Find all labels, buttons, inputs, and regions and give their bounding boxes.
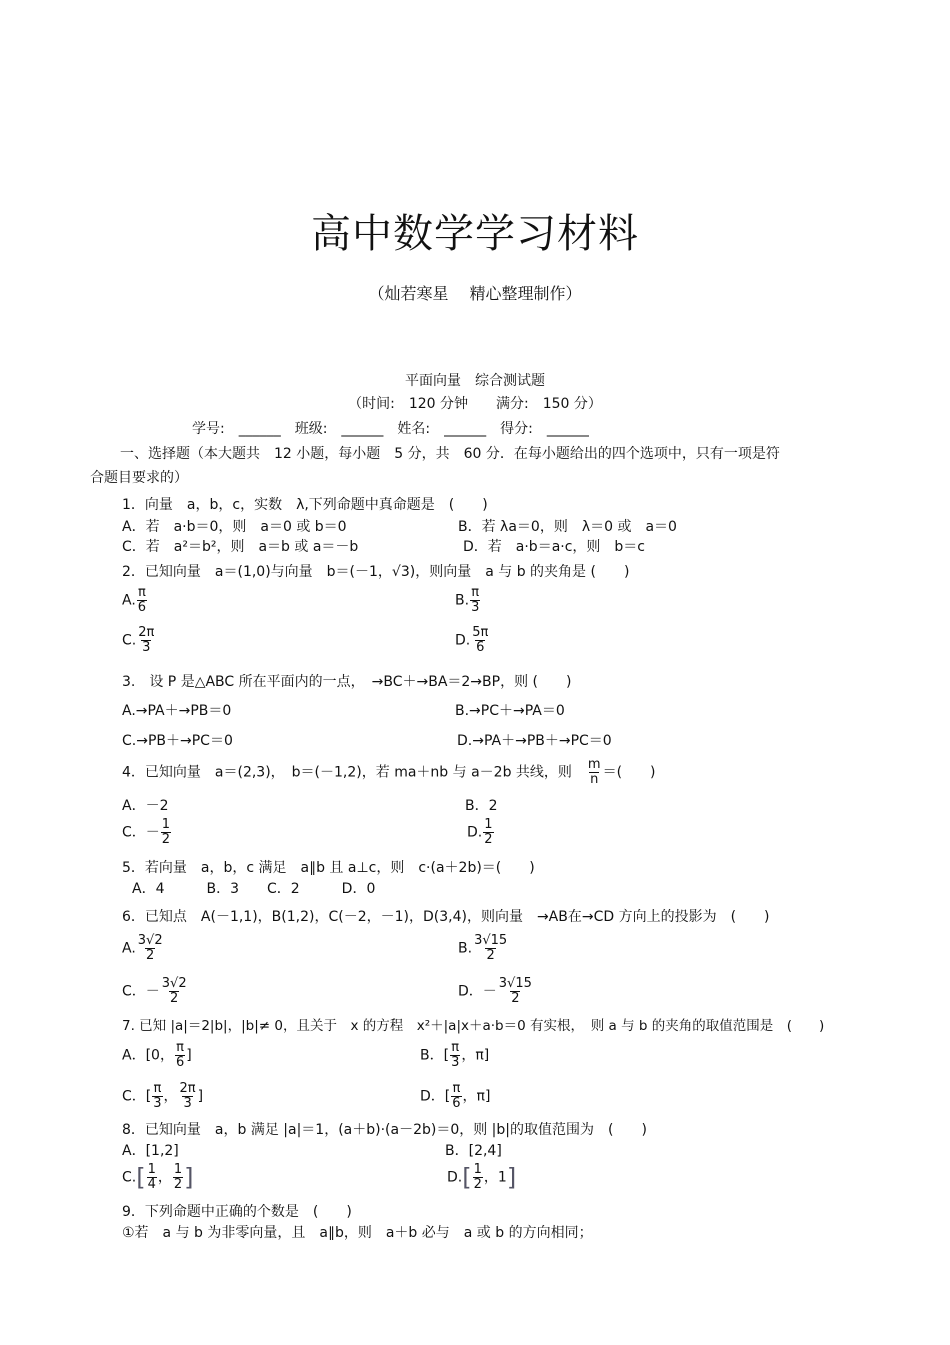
section1-heading: 一、选择题（本大题共 12 小题，每小题 5 分，共 60 分．在每小题给出的四个选项中，只有一项是符 [120, 446, 780, 462]
q1-option-a: A．若 a·b＝0，则 a＝0 或 b＝0 [122, 519, 347, 535]
right-bracket-icon: ] [506, 1163, 517, 1192]
q5-options: A．4 B．3 C．2 D．0 [132, 881, 376, 897]
q2-option-a: A. $\frac{\pi}{6}$ [122, 585, 147, 615]
q6-stem: 6．已知点 A(－1,1)，B(1,2)，C(－2，－1)，D(3,4)，则向量 →AB在→CD 方向上的投影为 ( ) [122, 909, 770, 925]
section1-heading-cont: 合题目要求的） [90, 470, 188, 486]
q4-option-a: A．－2 [122, 798, 169, 814]
document-subtitle: （灿若寒星 精心整理制作） [368, 284, 582, 303]
q9-stem: 9．下列命题中正确的个数是 ( ) [122, 1204, 352, 1220]
q3-option-c: C.→PB＋→PC＝0 [122, 733, 233, 749]
left-bracket-icon: [ [136, 1163, 146, 1192]
q8-option-c: C.[ $\frac{1}{4}$ ， $\frac{1}{2}$ ] [122, 1162, 194, 1192]
q6-option-a: A. $\frac{3√2}{2}$ [122, 933, 163, 963]
q6-option-d: D．－ $\frac{3√15}{2}$ [458, 976, 532, 1006]
q4-option-d: D. $\frac{1}{2}$ [467, 817, 493, 847]
q2-option-c: C. $\frac{2\pi}{3}$ [122, 625, 155, 655]
document-title: 高中数学学习材料 [311, 211, 639, 257]
q5-stem: 5．若向量 a，b，c 满足 a∥b 且 a⊥c，则 c·(a＋2b)＝( ) [122, 860, 535, 876]
q2-option-b: B. $\frac{\pi}{3}$ [455, 585, 480, 615]
student-info-line: 学号: ______ 班级: ______ 姓名: ______ 得分: ______ [192, 421, 589, 437]
q1-option-d: D．若 a·b＝a·c，则 b＝c [463, 539, 646, 555]
exam-heading: 平面向量 综合测试题 [405, 373, 545, 389]
q4-option-c: C．－ $\frac{1}{2}$ [122, 817, 171, 847]
q3-option-d: D.→PA＋→PB＋→PC＝0 [457, 733, 612, 749]
q7-option-a: A．[0， $\frac{\pi}{6}$ ] [122, 1040, 192, 1070]
q7-stem: 7. 已知 |a|＝2|b|，|b|≠ 0，且关于 x 的方程 x²＋|a|x＋a·b＝0 有实根， 则 a 与 b 的夹角的取值范围是 ( ) [122, 1018, 825, 1034]
q3-option-a: A.→PA＋→PB＝0 [122, 703, 232, 719]
q8-option-b: B．[2,4] [445, 1143, 502, 1159]
q8-option-a: A．[1,2] [122, 1143, 179, 1159]
exam-time-info: （时间: 120 分钟 满分: 150 分） [348, 396, 602, 412]
q3-option-b: B.→PC＋→PA＝0 [455, 703, 565, 719]
right-bracket-icon: ] [184, 1163, 194, 1192]
q4-stem: 4．已知向量 a＝(2,3)， b＝(－1,2)，若 ma＋nb 与 a－2b 共线，则 $\frac{m}{n}$ ＝( ) [122, 757, 656, 787]
q1-option-c: C．若 a²＝b²，则 a＝b 或 a＝－b [122, 539, 359, 555]
q3-stem: 3. 设 P 是△ABC 所在平面内的一点， →BC＋→BA＝2→BP，则 ( ) [122, 674, 572, 690]
left-bracket-icon: [ [462, 1163, 472, 1192]
q7-option-b: B．[ $\frac{\pi}{3}$ ，π] [420, 1040, 490, 1070]
q1-stem: 1．向量 a，b，c，实数 λ,下列命题中真命题是 ( ) [122, 497, 488, 513]
q6-option-b: B. $\frac{3√15}{2}$ [458, 933, 508, 963]
q2-option-d: D. $\frac{5\pi}{6}$ [455, 625, 489, 655]
q7-option-d: D．[ $\frac{\pi}{6}$ ，π] [420, 1081, 491, 1111]
q4-option-b: B．2 [465, 798, 498, 814]
q7-option-c: C．[ $\frac{\pi}{3}$ ， $\frac{2\pi}{3}$ ] [122, 1081, 204, 1111]
q8-stem: 8．已知向量 a，b 满足 |a|＝1，(a＋b)·(a－2b)＝0，则 |b|的取值范围为 ( ) [122, 1122, 647, 1138]
q6-option-c: C．－ $\frac{3√2}{2}$ [122, 976, 187, 1006]
q9-item-1: ①若 a 与 b 为非零向量，且 a∥b，则 a＋b 必与 a 或 b 的方向相同； [122, 1225, 593, 1241]
q2-stem: 2．已知向量 a＝(1,0)与向量 b＝(－1，√3)，则向量 a 与 b 的夹角是 ( ) [122, 564, 630, 580]
q1-option-b: B．若 λa＝0，则 λ＝0 或 a＝0 [458, 519, 677, 535]
q8-option-d: D.[ $\frac{1}{2}$ ，1] [447, 1162, 517, 1192]
